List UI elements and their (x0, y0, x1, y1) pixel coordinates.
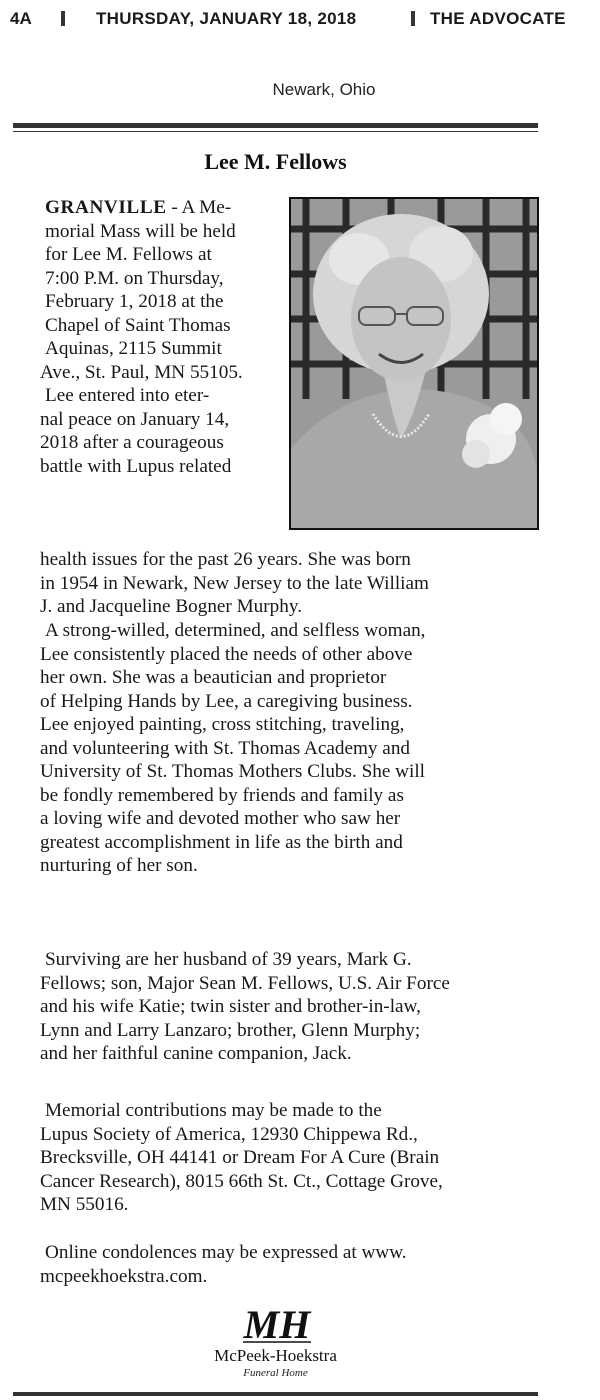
paragraph-line: and her faithful canine companion, Jack. (40, 1043, 352, 1064)
obituary-headline: Lee M. Fellows (204, 149, 347, 174)
location-label: Newark, Ohio (272, 80, 376, 99)
mh-monogram-icon (237, 1300, 317, 1348)
paragraph-line: morial Mass will be held (45, 220, 236, 242)
obituary-paragraph (40, 619, 538, 878)
paragraph-line: Lee enjoyed painting, cross stitching, traveling, (40, 714, 405, 735)
paragraph-line: Chapel of Saint Thomas (45, 314, 231, 336)
paragraph-line: of Helping Hands by Lee, a caregiving business. (40, 690, 413, 712)
paragraph-line: Lynn and Larry Lanzaro; brother, Glenn Murphy; (40, 1019, 421, 1041)
paragraph-line: Lee entered into eter- (45, 385, 210, 406)
paragraph-line: MN 55016. (40, 1194, 129, 1215)
paragraph-line: Lupus Society of America, 12930 Chippewa Rd., (40, 1123, 418, 1145)
top-rule-thin (13, 131, 538, 132)
paragraph-line: 7:00 P.M. on Thursday, (45, 267, 224, 289)
paragraph-line: Lee consistently placed the needs of other above (40, 643, 413, 665)
paragraph-line: mcpeekhoekstra.com. (40, 1265, 208, 1287)
paragraph-line: February 1, 2018 at the (45, 291, 224, 312)
paragraph-line: be fondly remembered by friends and family as (40, 784, 404, 806)
paragraph-line: GRANVILLE - A Me- (45, 197, 232, 218)
mh-monogram-logo-icon (237, 1300, 317, 1348)
paragraph-line: greatest accomplishment in life as the birth and (40, 831, 403, 853)
funeral-home-subtitle: Funeral Home (243, 1367, 308, 1379)
masthead-separator (411, 11, 415, 26)
paragraph-line: Online condolences may be expressed at www. (45, 1242, 407, 1263)
portrait-photo-icon (291, 199, 537, 528)
obituary-paragraph (40, 1099, 538, 1217)
paragraph-line: J. and Jacqueline Bogner Murphy. (40, 596, 302, 617)
newspaper-name: THE ADVOCATE (430, 9, 566, 28)
paragraph-line: nal peace on January 14, (40, 408, 230, 430)
obituary-column-text (40, 196, 281, 478)
paragraph-line: 2018 after a courageous (40, 432, 224, 453)
obituary-paragraph (40, 948, 538, 1066)
obituary-paragraph (40, 1241, 538, 1288)
paragraph-line: battle with Lupus related (40, 455, 232, 477)
paragraph-line: Surviving are her husband of 39 years, Mark G. (45, 949, 412, 970)
paragraph-line: her own. She was a beautician and proprietor (40, 667, 387, 688)
paragraph-line: Memorial contributions may be made to the (45, 1100, 382, 1121)
paragraph-line: in 1954 in Newark, New Jersey to the late William (40, 572, 429, 594)
paragraph-line: Brecksville, OH 44141 or Dream For A Cure (Brain (40, 1147, 440, 1168)
monogram-text: MH (243, 1302, 311, 1347)
funeral-home-name: McPeek-Hoekstra (214, 1346, 337, 1365)
obituary-paragraph (40, 548, 538, 619)
paragraph-line: and volunteering with St. Thomas Academy and (40, 737, 411, 759)
issue-date: THURSDAY, JANUARY 18, 2018 (96, 9, 357, 28)
dateline: GRANVILLE (45, 197, 167, 218)
paragraph-line: health issues for the past 26 years. She was born (40, 549, 411, 570)
masthead (0, 0, 600, 40)
paragraph-line: for Lee M. Fellows at (45, 244, 212, 265)
portrait-photo (289, 197, 539, 530)
paragraph-line: Ave., St. Paul, MN 55105. (40, 361, 243, 383)
paragraph-line: nurturing of her son. (40, 855, 198, 876)
paragraph-line: A strong-willed, determined, and selfless woman, (45, 620, 426, 641)
paragraph-line: Fellows; son, Major Sean M. Fellows, U.S. Air Force (40, 972, 450, 994)
paragraph-line: and his wife Katie; twin sister and brother-in-law, (40, 996, 421, 1017)
paragraph-line: University of St. Thomas Mothers Clubs. She will (40, 761, 425, 782)
top-rule (13, 123, 538, 128)
paragraph-line: Aquinas, 2115 Summit (45, 338, 222, 359)
page-number: 4A (10, 9, 32, 28)
bottom-rule (13, 1392, 538, 1396)
paragraph-line: Cancer Research), 8015 66th St. Ct., Cottage Grove, (40, 1170, 443, 1192)
masthead-separator (61, 11, 65, 26)
paragraph-line: a loving wife and devoted mother who saw her (40, 808, 401, 829)
